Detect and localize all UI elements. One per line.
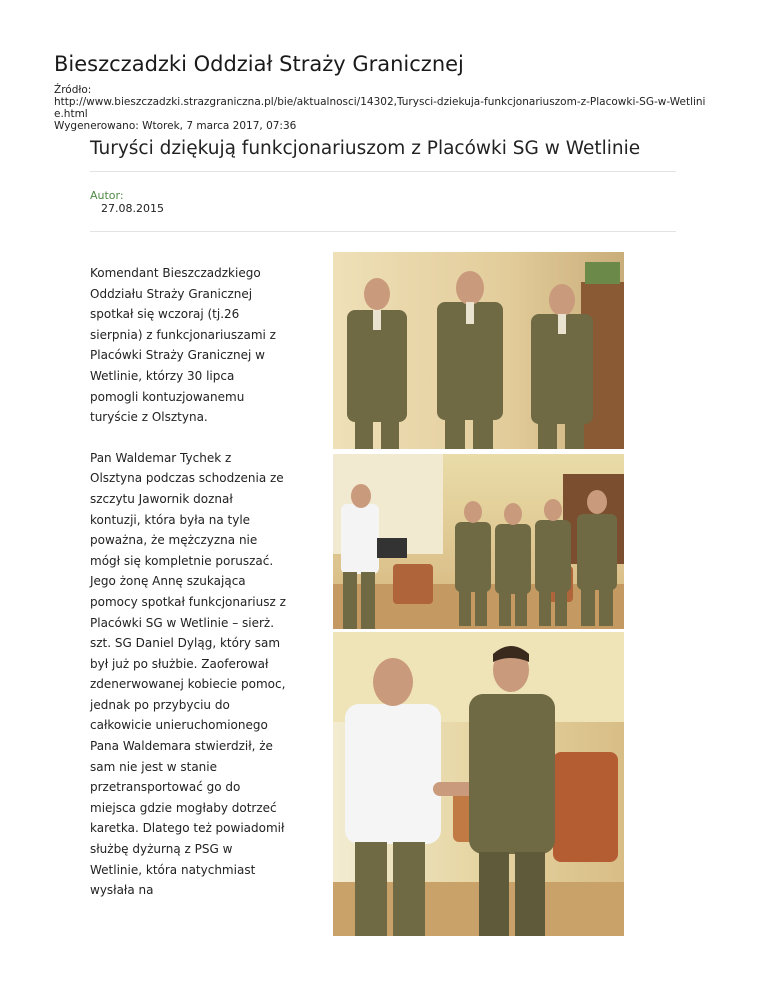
article-body	[90, 263, 286, 901]
article-title: Turyści dziękują funkcjonariuszom z Placówki SG w Wetlinie	[90, 138, 641, 159]
photo-officers-lineup	[333, 252, 624, 449]
publish-date: 27.08.2015	[101, 202, 164, 215]
generated-date: Wygenerowano: Wtorek, 7 marca 2017, 07:36	[54, 120, 297, 132]
paragraph-1: Komendant Bieszczadzkiego Oddziału Straży Granicznej spotkał się wczoraj (tj.26 sierpnia) z funkcjonariuszami z Placówki Straży Granicznej w Wetlinie, którzy 30 lipca pomogli kontuzjowanemu turyście z Olsztyna.	[90, 266, 276, 425]
document-meta	[54, 84, 714, 132]
photo-handshake	[333, 632, 624, 936]
title-divider	[90, 171, 676, 172]
source-label: Źródło:	[54, 84, 92, 96]
author-label: Autor:	[90, 189, 124, 202]
source-url[interactable]: http://www.bieszczadzki.strazgraniczna.pl/bie/aktualnosci/14302,Turysci-dziekuja-funkcjonariuszom-z-Placowki-SG-w-Wetlinie.html	[54, 96, 706, 120]
meta-divider	[90, 231, 676, 232]
photo-certificate-ceremony	[333, 454, 624, 629]
paragraph-2: Pan Waldemar Tychek z Olsztyna podczas schodzenia ze szczytu Jawornik doznał kontuzji, która była na tyle poważna, że mężczyzna nie mógł się kompletnie poruszać. Jego żonę Annę szukająca pomocy spotkał funkcjonariusz z Placówki SG w Wetlinie – sierż. szt. SG Daniel Dyląg, który sam był już po służbie. Zaoferował zdenerwowanej kobiecie pomoc, jednak po przybyciu do całkowicie unieruchomionego Pana Waldemara stwierdził, że sam nie jest w stanie przetransportować go do miejsca gdzie mogłaby dotrzeć karetka. Dlatego też powiadomił służbę dyżurną z PSG w Wetlinie, która natychmiast wysłała na	[90, 450, 286, 898]
site-title: Bieszczadzki Oddział Straży Granicznej	[54, 52, 464, 76]
